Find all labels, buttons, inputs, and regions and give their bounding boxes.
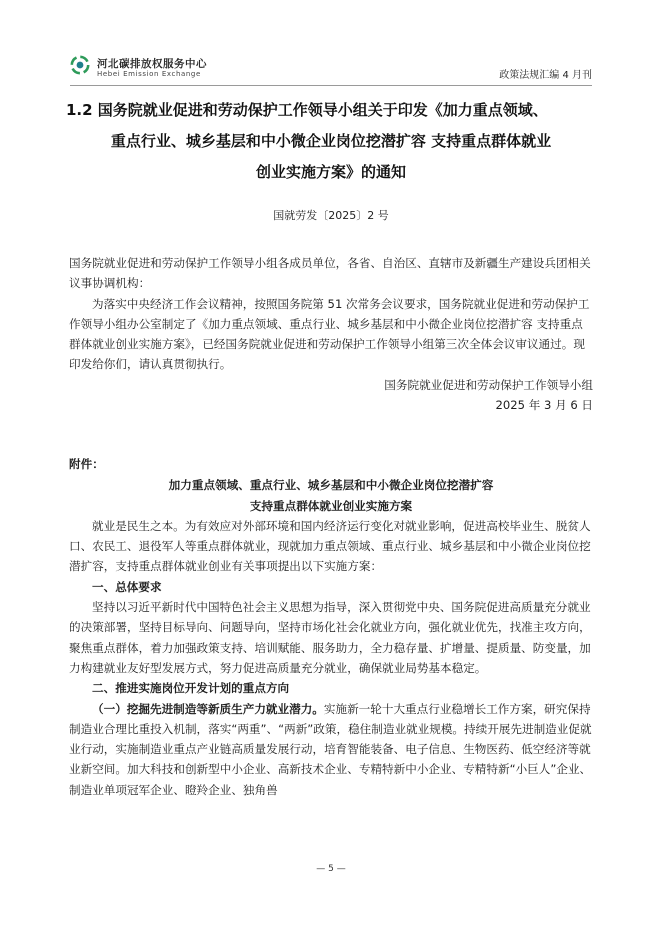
page-header bbox=[70, 53, 592, 83]
attachment-label: 附件： bbox=[69, 457, 104, 471]
document-number: 国就劳发〔2025〕2 号 bbox=[273, 209, 389, 222]
section-1-body: 坚持以习近平新时代中国特色社会主义思想为指导，深入贯彻党中央、国务院促进高质量充分就业的决策部署，坚持目标导向、问题导向，坚持市场化社会化就业方向，强化就业优先，找准主攻方向，聚焦重点群体，着力加强政策支持、培训赋能、服务助力，全力稳存量、扩增量、提质量、防变量，加力构建就业友好型发展方式，努力促进高质量充分就业，确保就业局势基本稳定。 bbox=[69, 600, 591, 675]
item-1-heading: （一）挖掘先进制造等新质生产力就业潜力。 bbox=[92, 701, 324, 716]
notice-recipients: 国务院就业促进和劳动保护工作领导小组各成员单位，各省、自治区、直辖市及新疆生产建设兵团相关议事协调机构： bbox=[69, 256, 591, 291]
section-1-heading: 一、总体要求 bbox=[92, 579, 162, 594]
org-name-cn: 河北碳排放权服务中心 bbox=[97, 58, 207, 70]
header-divider bbox=[70, 85, 592, 86]
notice-body bbox=[69, 253, 593, 415]
org-name-en: Hebei Emission Exchange bbox=[97, 70, 201, 78]
attachment-section bbox=[69, 454, 593, 800]
hebei-emission-logo-icon bbox=[70, 55, 90, 75]
title-line-2: 重点行业、城乡基层和中小微企业岗位挖潜扩容 支持重点群体就业 bbox=[110, 132, 552, 150]
notice-signature: 国务院就业促进和劳动保护工作领导小组 bbox=[384, 377, 593, 392]
title-line-3: 创业实施方案》的通知 bbox=[255, 163, 406, 181]
item-1-paragraph bbox=[69, 699, 593, 800]
attachment-intro: 就业是民生之本。为有效应对外部环境和国内经济运行变化对就业影响，促进高校毕业生、脱贫人口、农民工、退役军人等重点群体就业，现就加力重点领域、重点行业、城乡基层和中小微企业岗位挖潜扩容，支持重点群体就业创业有关事项提出以下实施方案： bbox=[69, 518, 591, 574]
title-line-1: 1.2 国务院就业促进和劳动保护工作领导小组关于印发《加力重点领域、 bbox=[66, 101, 548, 119]
notice-paragraph: 为落实中央经济工作会议精神，按照国务院第 51 次常务会议要求，国务院就业促进和劳动保护工作领导小组办公室制定了《加力重点领域、重点行业、城乡基层和中小微企业岗位挖潜扩容 支持重点群体就业创业实施方案》，已经国务院就业促进和劳动保护工作领导小组第三次全体会议审议通过。现印发给你们，请认真贯彻执行。 bbox=[69, 296, 590, 372]
notice-date: 2025 年 3 月 6 日 bbox=[495, 398, 593, 413]
page-number: — 5 — bbox=[316, 864, 346, 874]
attachment-title-line-1: 加力重点领域、重点行业、城乡基层和中小微企业岗位挖潜扩容 bbox=[168, 478, 494, 493]
attachment-title-line-2: 支持重点群体就业创业实施方案 bbox=[249, 498, 413, 513]
item-1-body: 实施新一轮十大重点行业稳增长工作方案，研究保持制造业合理比重投入机制，落实“两重”、“两新”政策，稳住制造业就业规模。持续开展先进制造业促就业行动，实施制造业重点产业链高质量发展行动，培育智能装备、电子信息、生物医药、低空经济等就业新空间。加大科技和创新型中小企业、高新技术企业、专精特新中小企业、专精特新“小巨人”企业、制造业单项冠军企业、瞪羚企业、独角兽 bbox=[69, 701, 592, 797]
document-title bbox=[66, 95, 596, 188]
issue-label: 政策法规汇编 4 月刊 bbox=[499, 70, 592, 81]
section-2-heading: 二、推进实施岗位开发计划的重点方向 bbox=[92, 681, 290, 696]
